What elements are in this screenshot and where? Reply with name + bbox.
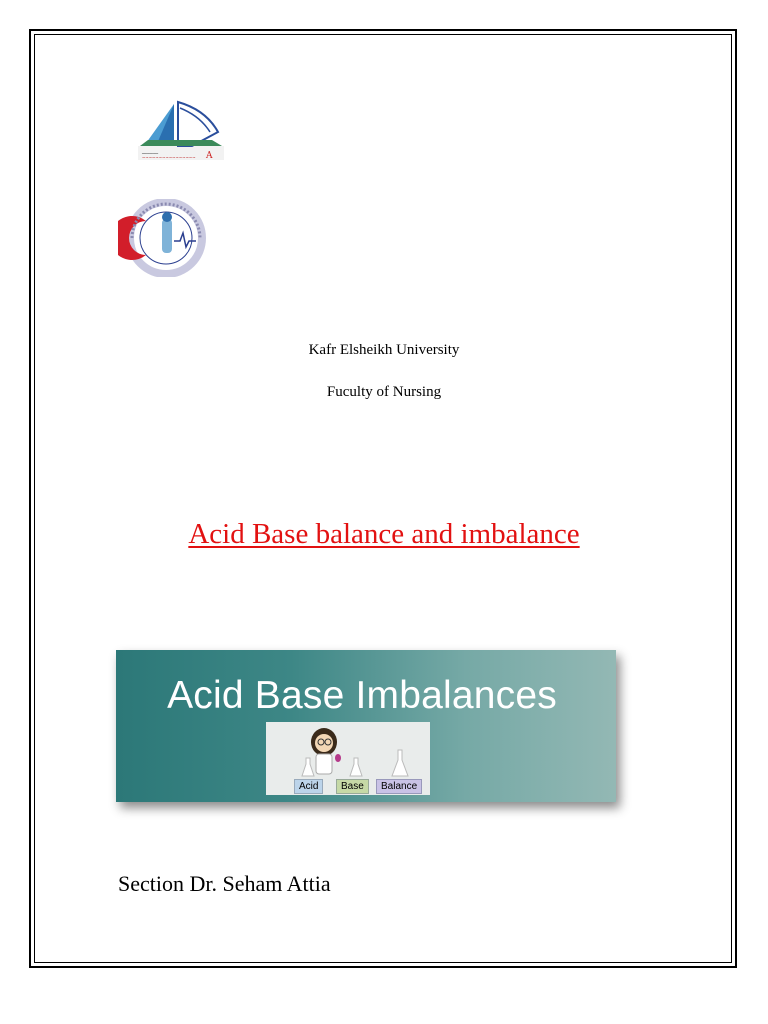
- label-acid: Acid: [294, 779, 323, 794]
- university-name: Kafr Elsheikh University: [308, 342, 460, 358]
- svg-text:~~~~~~~~~~~~~~~~: ~~~~~~~~~~~~~~~~: [142, 155, 196, 160]
- section-author: Section Dr. Seham Attia: [118, 871, 331, 896]
- university-logo: [134, 96, 228, 162]
- svg-text:A: A: [206, 151, 213, 161]
- page-border-inner: [34, 34, 732, 963]
- faculty-name: Fuculty of Nursing: [326, 384, 442, 400]
- acid-base-banner: [116, 650, 616, 802]
- banner-illustration: [266, 722, 430, 795]
- label-base: Base: [336, 779, 369, 794]
- svg-text:ـــــــــــ: ـــــــــــ: [142, 150, 159, 156]
- scientist-illustration: [266, 722, 430, 778]
- document-title: Acid Base balance and imbalance: [188, 518, 580, 550]
- label-balance: Balance: [376, 779, 422, 794]
- banner-title: Acid Base Imbalances: [167, 674, 557, 717]
- faculty-of-nursing-logo: [118, 199, 214, 277]
